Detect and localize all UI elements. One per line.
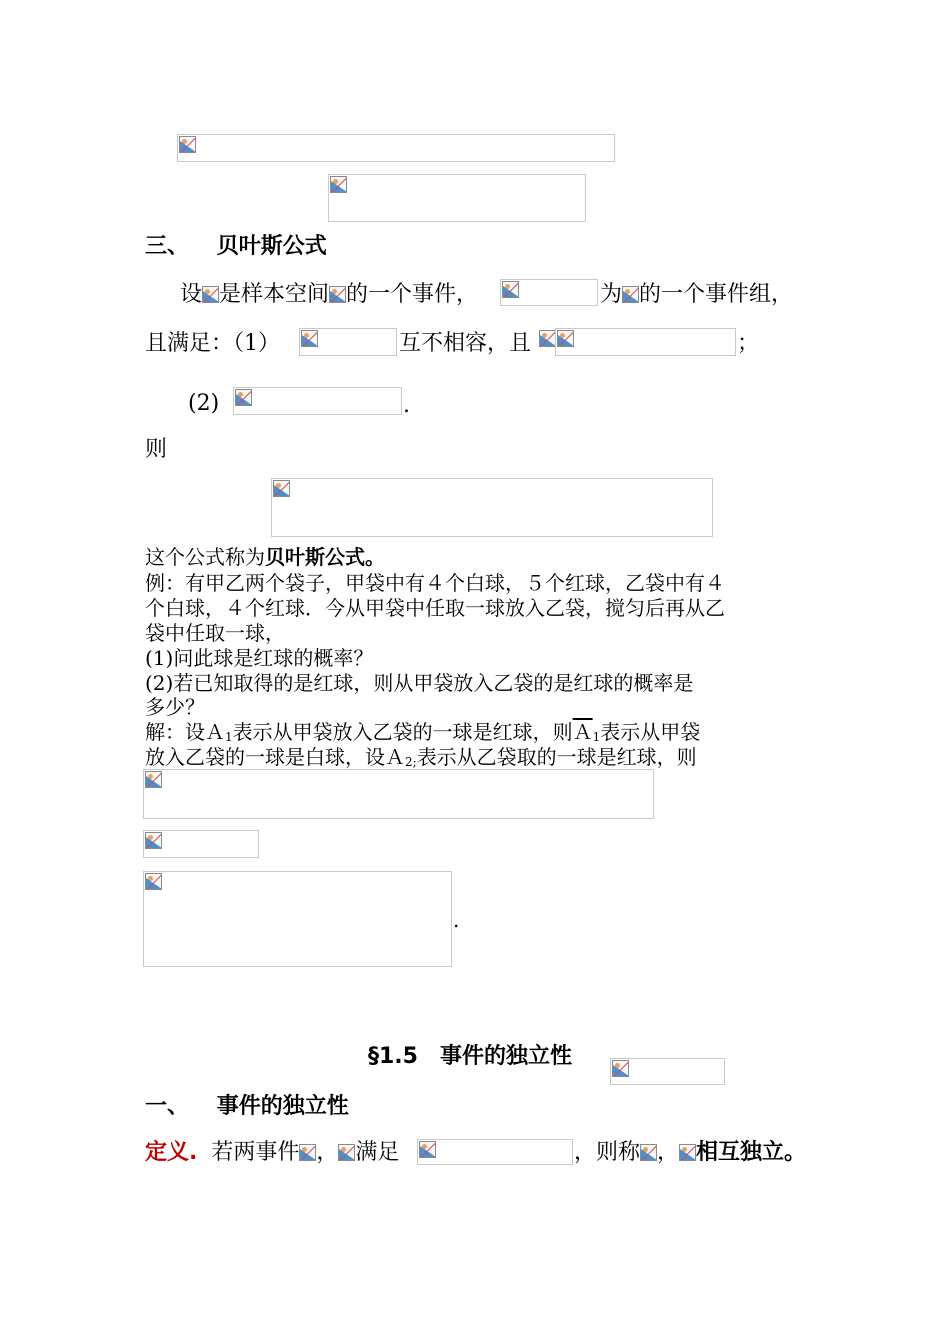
formula-image — [417, 1139, 573, 1165]
broken-image-icon — [145, 873, 162, 890]
formula-image — [143, 769, 654, 819]
paragraph-line: (2) — [188, 391, 220, 416]
solution-line: 解：设Ａ$_1$表示从甲袋放入乙袋的一球是红球，则$\overline{A}_1$表示从甲袋 — [145, 720, 701, 744]
formula-image — [555, 328, 736, 356]
example-line: 多少？ — [145, 695, 205, 719]
broken-image-icon — [329, 286, 346, 303]
broken-image-icon — [539, 330, 556, 349]
heading-number: 三、 — [145, 234, 190, 259]
subsection-heading: 一、 事件的独立性 — [145, 1094, 349, 1119]
formula-image — [299, 328, 397, 356]
broken-image-icon — [679, 1144, 696, 1161]
broken-image-icon — [299, 1144, 316, 1161]
broken-image-icon — [145, 832, 162, 849]
broken-image-icon — [640, 1144, 657, 1161]
formula-image — [233, 387, 402, 415]
broken-image-icon — [622, 286, 639, 303]
broken-image-icon — [419, 1141, 436, 1158]
paragraph-line: ； — [737, 331, 760, 356]
paragraph-line: 设 是样本空间 的一个事件， — [180, 282, 479, 307]
paragraph-line: 这个公式称为贝叶斯公式。 — [145, 545, 385, 569]
broken-image-icon — [338, 1144, 355, 1161]
example-line: 个白球，４个红球．今从甲袋中任取一球放入乙袋，搅匀后再从乙 — [145, 596, 725, 620]
end-dot: . — [453, 908, 460, 932]
broken-image-icon — [557, 330, 574, 347]
paragraph-line: 互不相容，且 — [399, 331, 532, 356]
example-line: 例：有甲乙两个袋子，甲袋中有４个白球，５个红球，乙袋中有４ — [145, 571, 725, 595]
solution-line: 放入乙袋的一球是白球，设Ａ$_{2;}$表示从乙袋取的一球是红球，则 — [145, 745, 697, 769]
heading-title: 贝叶斯公式 — [216, 234, 327, 259]
formula-image — [500, 279, 598, 306]
broken-image-icon — [202, 286, 219, 303]
example-line: (2)若已知取得的是红球，则从甲袋放入乙袋的是红球的概率是 — [145, 671, 694, 695]
broken-image-icon — [502, 281, 519, 298]
section-title: §1.5 事件的独立性 — [368, 1044, 572, 1069]
broken-image-icon — [179, 136, 196, 153]
broken-image-icon — [301, 330, 318, 347]
section-heading — [145, 234, 327, 260]
broken-image-icon — [235, 389, 252, 406]
formula-image — [143, 871, 452, 967]
broken-image-icon — [612, 1060, 629, 1077]
broken-image-icon — [273, 480, 290, 497]
broken-image-icon — [145, 771, 162, 788]
overline-A: $\overline{A}$ — [572, 720, 593, 744]
definition-line: 定义. 若两事件 ， 满足 — [145, 1140, 400, 1165]
formula-image — [610, 1058, 725, 1085]
broken-image-icon — [330, 176, 347, 193]
formula-image — [328, 174, 586, 222]
term-bayes: 贝叶斯公式。 — [265, 545, 385, 569]
definition-label: 定义. — [145, 1140, 198, 1165]
formula-image — [177, 134, 615, 162]
paragraph-line: . — [403, 393, 410, 418]
formula-image — [143, 830, 259, 858]
example-line: 袋中任取一球， — [145, 621, 285, 645]
paragraph-line: 则 — [145, 437, 168, 462]
paragraph-line: 为 的一个事件组， — [600, 282, 794, 307]
paragraph-line: 且满足：（1） — [145, 331, 280, 356]
definition-line: ，则称 ， 相互独立。 — [574, 1140, 807, 1165]
example-line: (1)问此球是红球的概率？ — [145, 646, 374, 670]
bayes-formula-image — [271, 478, 713, 537]
